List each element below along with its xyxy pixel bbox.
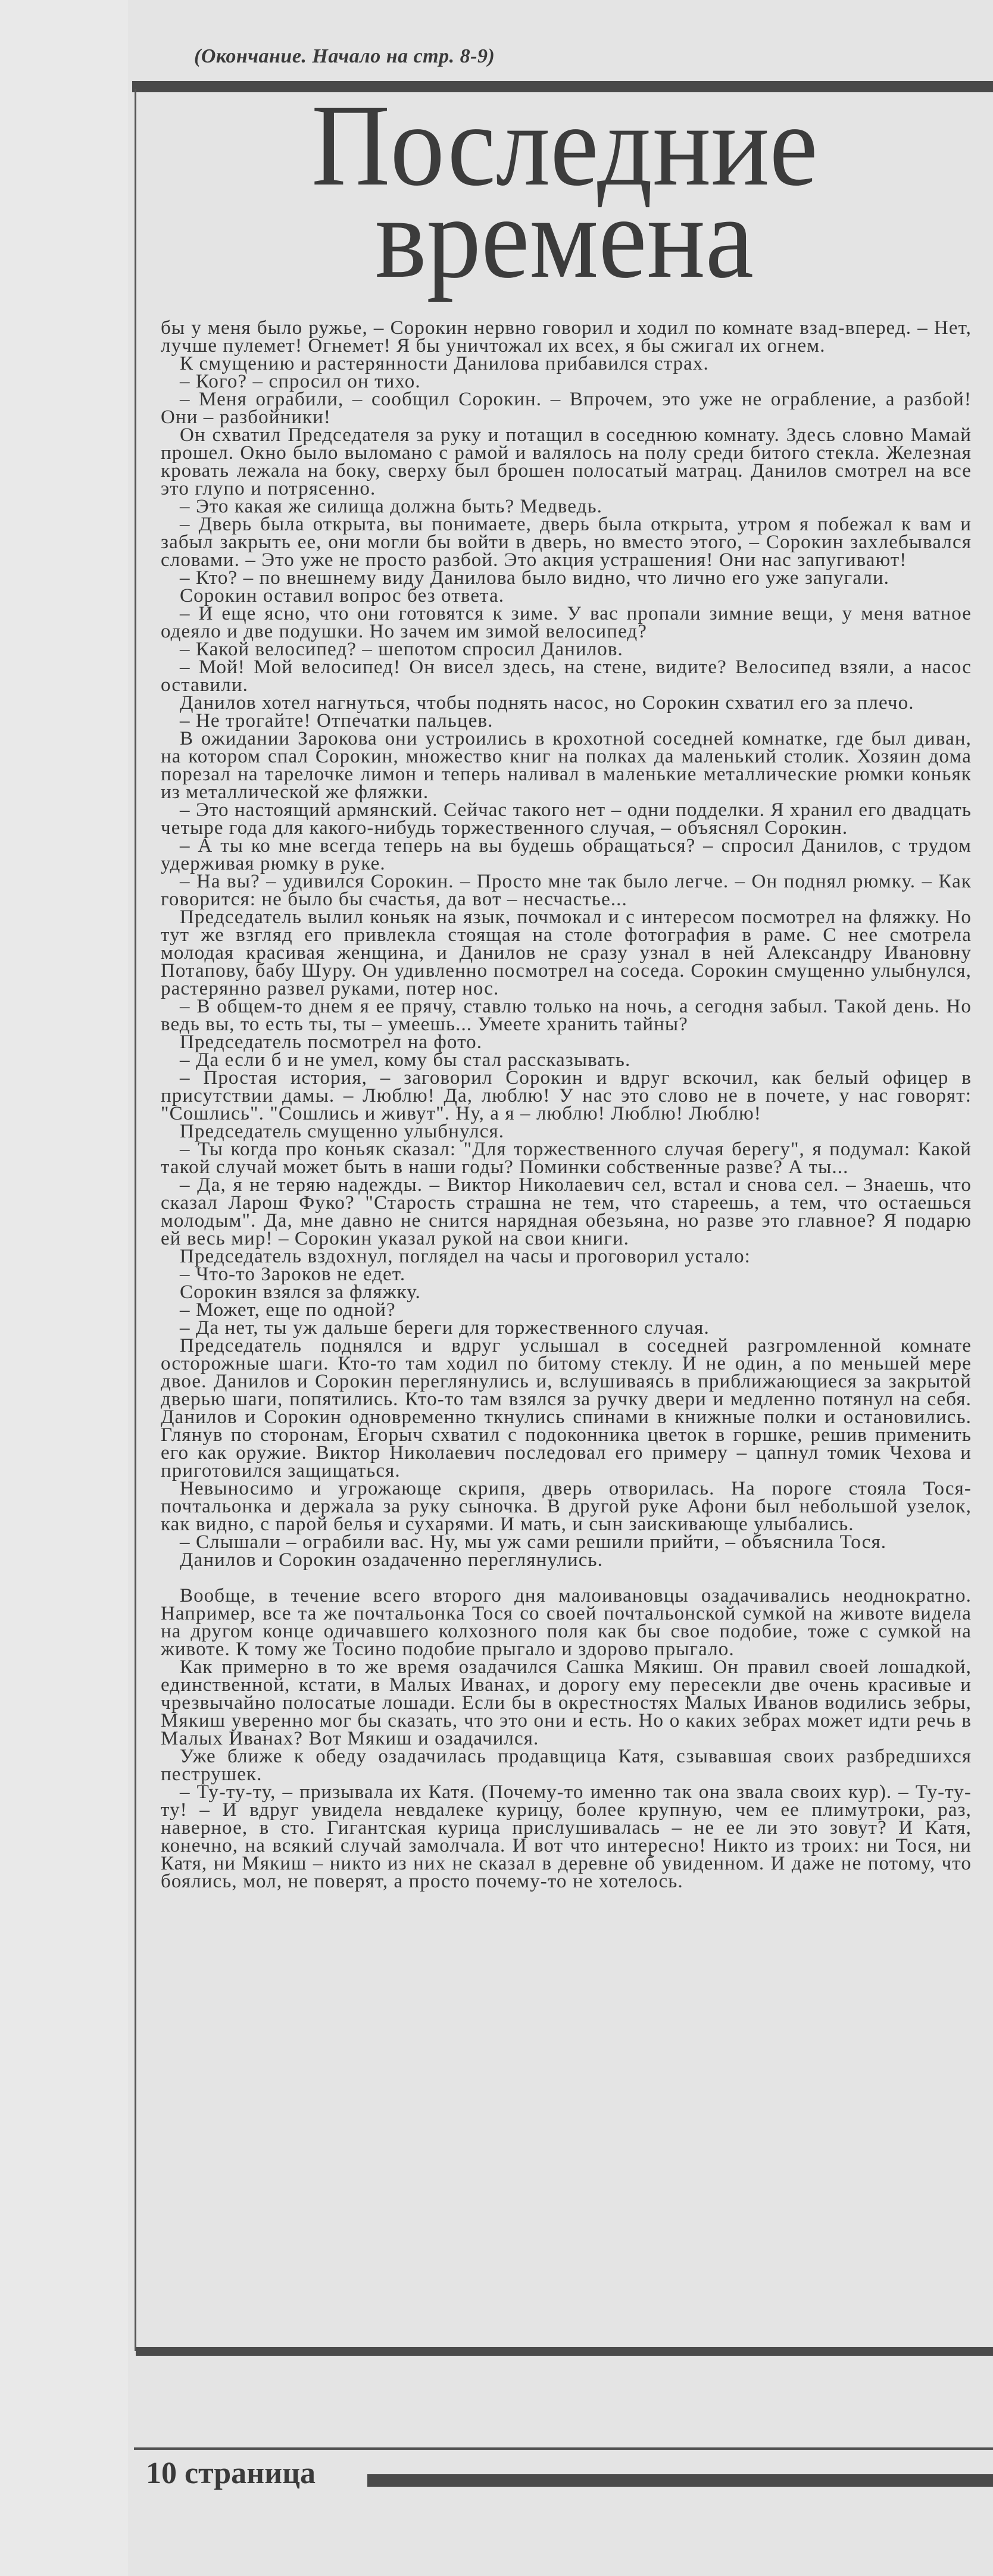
adjacent-page-margin xyxy=(0,0,128,2576)
article-paragraph: – Слышали – ограбили вас. Ну, мы уж сами решили прийти, – объяснила Тося. xyxy=(180,1531,887,1553)
article-paragraph: Председатель смущенно улыбнулся. xyxy=(180,1121,505,1142)
article-box-border xyxy=(135,89,136,2351)
article-paragraph: – Ты когда про коньяк сказал: "Для торжественного случая берегу", я подумал: Какой такой случай может быть в наши годы? Поминки собственные разве? А ты... xyxy=(161,1139,972,1178)
article-paragraph: бы у меня было ружье, – Сорокин нервно говорил и ходил по комнате взад-вперед. – Нет, лучше пулемет! Огнемет! Я бы уничтожал их всех, я бы сжигал их огнем. xyxy=(161,317,972,357)
article-paragraph: – Не трогайте! Отпечатки пальцев. xyxy=(180,710,494,731)
article-paragraph: – Кого? – спросил он тихо. xyxy=(180,371,421,392)
article-paragraph: Вообще, в течение всего второго дня малоивановцы озадачивались неоднократно. Например, все та же почтальонка Тося со своей почтальонской сумкой на животе видела на другом конце одичавшего колхозного поля как бы свое подобие, тоже с сумкой на животе. К тому же Тосино подобие прыгало и здорово прыгало. xyxy=(161,1585,972,1660)
article-paragraph: – Может, еще по одной? xyxy=(180,1299,396,1321)
article-body xyxy=(161,319,972,1890)
footer-thin-rule xyxy=(134,2447,993,2450)
article-paragraph: – На вы? – удивился Сорокин. – Просто мне так было легче. – Он поднял рюмку. – Как говорится: не было бы счастья, да вот – несчастье... xyxy=(161,871,972,910)
article-paragraph: – Кто? – по внешнему виду Данилова было видно, что лично его уже запугали. xyxy=(180,567,889,589)
footer-rule xyxy=(367,2474,993,2487)
article-paragraph: – Какой велосипед? – шепотом спросил Данилов. xyxy=(180,639,623,660)
article-paragraph: Председатель вздохнул, поглядел на часы и проговорил устало: xyxy=(180,1246,751,1267)
bottom-rule xyxy=(136,2347,993,2356)
article-title-line-2: времена xyxy=(374,172,754,302)
continuation-note: (Окончание. Начало на стр. 8-9) xyxy=(194,45,495,67)
article-paragraph: – Что-то Зароков не едет. xyxy=(180,1264,406,1285)
article-paragraph: Председатель вылил коньяк на язык, почмокал и с интересом посмотрел на фляжку. Но тут же взгляд его привлекла стоящая на столе фотография в раме. С нее смотрела молодая красивая женщина, и Данилов не сразу узнал в ней Александру Ивановну Потапову, бабу Шуру. Он удивленно посмотрел на соседа. Сорокин смущенно улыбнулся, растерянно развел руками, потер нос. xyxy=(161,906,972,999)
article-title-line-1: Последние xyxy=(311,80,818,210)
article-paragraph: – Простая история, – заговорил Сорокин и вдруг вскочил, как белый офицер в присутствии дамы. – Люблю! Да, люблю! У нас это слово не в почете, у нас говорят: "Сошлись". "Сошлись и живут". Ну, а я – люблю! Люблю! Люблю! xyxy=(161,1067,972,1124)
article-paragraph: Он схватил Председателя за руку и потащил в соседнюю комнату. Здесь словно Мамай прошел. Окно было выломано с рамой и валялось на полу среди битого стекла. Железная кровать лежала на боку, сверху был брошен полосатый матрац. Данилов смотрел на все это глупо и потрясенно. xyxy=(161,424,972,499)
article-paragraph: – Меня ограбили, – сообщил Сорокин. – Впрочем, это уже не ограбление, а разбой! Они – разбойники! xyxy=(161,389,972,428)
article-paragraph: – Да если б и не умел, кому бы стал рассказывать. xyxy=(180,1049,631,1071)
article-paragraph: Председатель поднялся и вдруг услышал в соседней разгромленной комнате осторожные шаги. Кто-то там ходил по битому стеклу. И не один, а по меньшей мере двое. Данилов и Сорокин переглянулись и, вслушиваясь в приближающиеся за закрытой дверью шаги, попятились. Кто-то там взялся за ручку двери и медленно потянул на себя. Данилов и Сорокин одновременно ткнулись спинами в книжные полки и остановились. Глянув по сторонам, Егорыч схватил с подоконника цветок в горшке, решив применить его как оружие. Виктор Николаевич последовал его примеру – цапнул томик Чехова и приготовился защищаться. xyxy=(161,1335,972,1481)
article-paragraph: Председатель посмотрел на фото. xyxy=(180,1031,483,1053)
article-paragraph: – И еще ясно, что они готовятся к зиме. У вас пропали зимние вещи, у меня ватное одеяло и две подушки. Но зачем им зимой велосипед? xyxy=(161,603,972,642)
article-paragraph: – Дверь была открыта, вы понимаете, дверь была открыта, утром я побежал к вам и забыл закрыть ее, они могли бы войти в дверь, но вместо этого, – Сорокин захлебывался словами. – Это уже не просто разбой. Это акция устрашения! Они нас запугивают! xyxy=(161,514,972,571)
article-paragraph: – Ту-ту-ту, – призывала их Катя. (Почему-то именно так она звала своих кур). – Ту-ту-ту! – И вдруг увидела невдалеке курицу, более крупную, чем ее плимутроки, раз, наверное, в сто. Гигантская курица прислушивалась – не ее ли это зовут? И Катя, конечно, на всякий случай замолчала. И вот что интересно! Никто из троих: ни Тося, ни Катя, ни Мякиш – никто из них не сказал в деревне об увиденном. И даже не потому, что боялись, мол, не поверят, а просто почему-то не хотелось. xyxy=(161,1781,972,1892)
article-paragraph: – Это какая же силища должна быть? Медведь. xyxy=(180,496,602,517)
page-number-label: 10 страница xyxy=(146,2456,316,2490)
article-paragraph: – А ты ко мне всегда теперь на вы будешь обращаться? – спросил Данилов, с трудом удерживая рюмку в руке. xyxy=(161,835,972,874)
article-paragraph: Данилов хотел нагнуться, чтобы поднять насос, но Сорокин схватил его за плечо. xyxy=(180,692,914,714)
article-paragraph: Как примерно в то же время озадачился Сашка Мякиш. Он правил своей лошадкой, единственной, кстати, в Малых Иванах, и дорогу ему пересекли две очень красивые и чрезвычайно полосатые лошади. Если бы в окрестностях Малых Иванов водились зебры, Мякиш уверенно мог бы сказать, что это они и есть. Но о каких зебрах может идти речь в Малых Иванах? Вот Мякиш и озадачился. xyxy=(161,1656,972,1749)
article-paragraph: Данилов и Сорокин озадаченно переглянулись. xyxy=(180,1549,603,1571)
article-paragraph: – Мой! Мой велосипед! Он висел здесь, на стене, видите? Велосипед взяли, а насос оставили. xyxy=(161,656,972,696)
article-paragraph: Невыносимо и угрожающе скрипя, дверь отворилась. На пороге стояла Тося-почтальонка и держала за руку сыночка. В другой руке Афони был небольшой узелок, как видно, с парой белья и сухарями. И мать, и сын заискивающе улыбались. xyxy=(161,1478,972,1535)
article-paragraph: В ожидании Зарокова они устроились в крохотной соседней комнатке, где был диван, на котором спал Сорокин, множество книг на полках да маленький столик. Хозяин дома порезал на тарелочке лимон и теперь наливал в маленькие металлические рюмки коньяк из металлической же фляжки. xyxy=(161,728,972,803)
article-paragraph: – Да, я не теряю надежды. – Виктор Николаевич сел, встал и снова сел. – Знаешь, что сказал Ларош Фуко? "Старость страшна не тем, что стареешь, а тем, что остаешься молодым". Да, мне давно не снится нарядная обезьяна, но разве это главное? Я подарю ей весь мир! – Сорокин указал рукой на свои книги. xyxy=(161,1174,972,1249)
article-paragraph: – Это настоящий армянский. Сейчас такого нет – одни подделки. Я хранил его двадцать четыре года для какого-нибудь торжественного случая, – объяснял Сорокин. xyxy=(161,799,972,839)
article-paragraph: Сорокин взялся за фляжку. xyxy=(180,1281,421,1303)
article-paragraph: Уже ближе к обеду озадачилась продавщица Катя, сзывавшая своих разбредшихся пеструшек. xyxy=(161,1746,972,1785)
article-paragraph: К смущению и растерянности Данилова прибавился страх. xyxy=(180,353,709,374)
article-paragraph: – Да нет, ты уж дальше береги для торжественного случая. xyxy=(180,1317,710,1339)
article-paragraph: Сорокин оставил вопрос без ответа. xyxy=(180,585,505,607)
article-paragraph: – В общем-то днем я ее прячу, ставлю только на ночь, а сегодня забыл. Такой день. Но ведь вы, то есть ты, ты – умеешь... Умеете хранить тайны? xyxy=(161,996,972,1035)
